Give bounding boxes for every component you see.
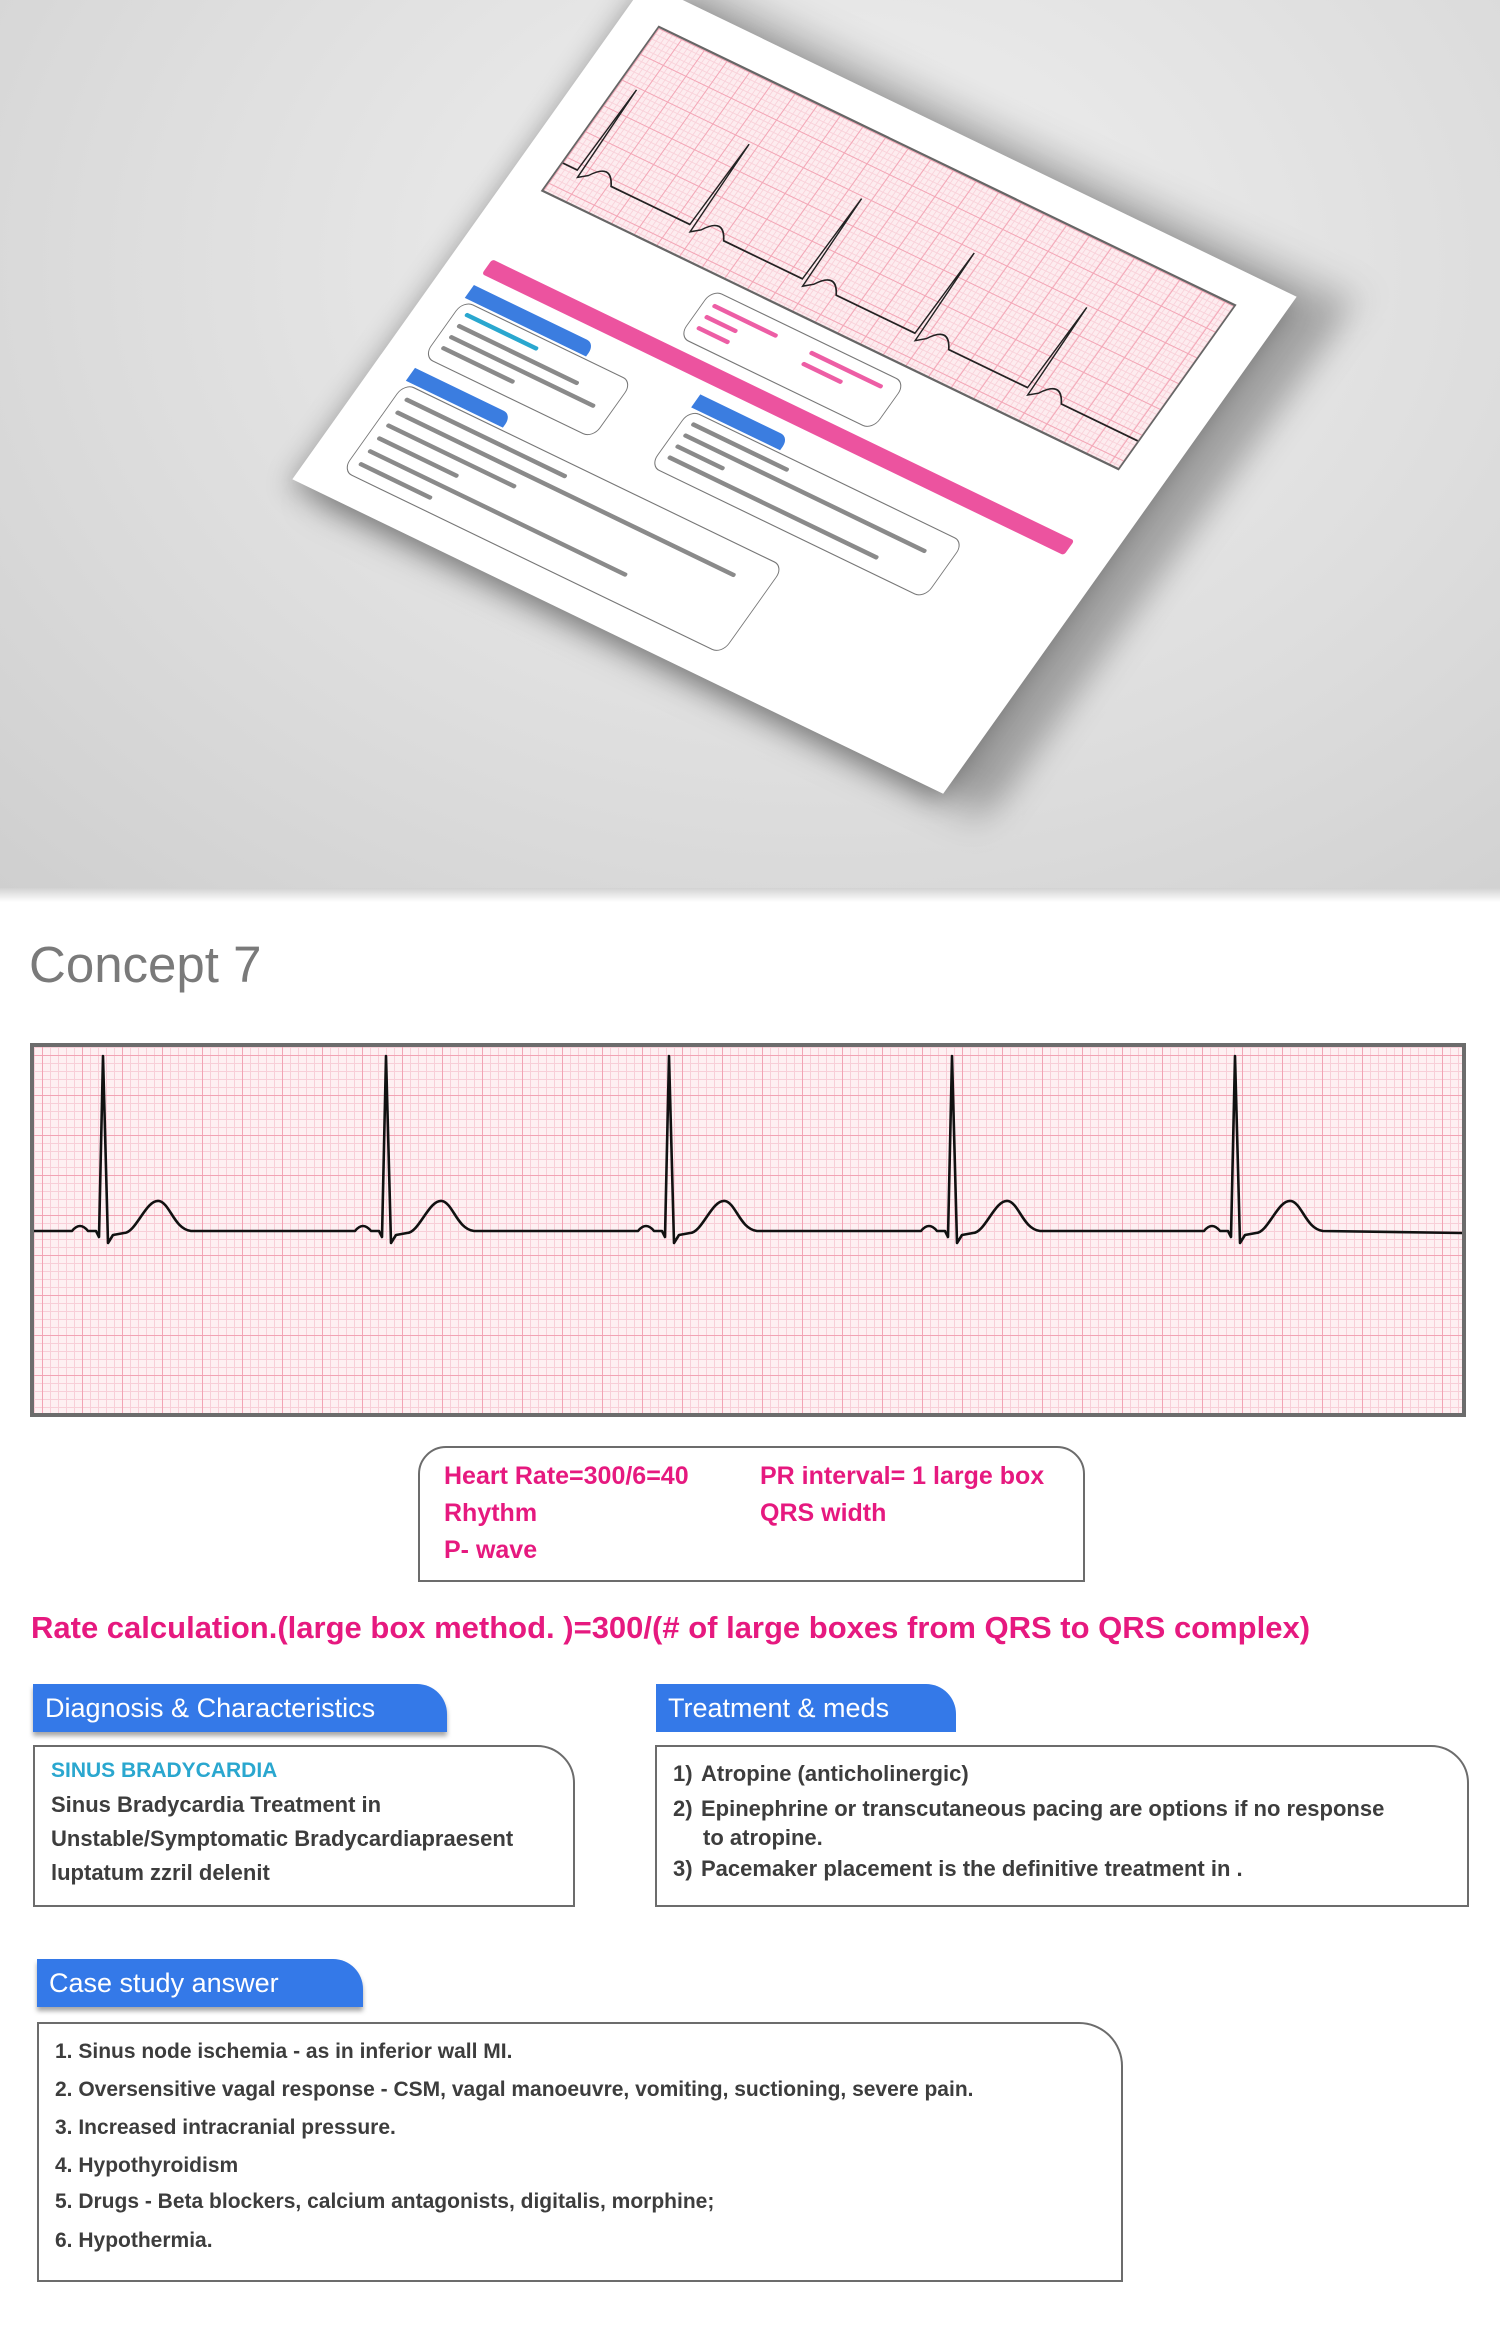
ecg-trace-svg [34,1047,1462,1413]
diagnosis-box [33,1745,575,1907]
case-study-item: 2. Oversensitive vagal response - CSM, vagal manoeuvre, vomiting, suctioning, severe pain. [55,2078,974,2101]
treatment-item-text: Atropine (anticholinergic) [701,1761,969,1786]
treatment-item [673,1796,1384,1822]
diagnosis-line: Unstable/Symptomatic Bradycardiapraesent [51,1826,514,1851]
mockup-preview [0,0,1500,890]
treatment-item-number: 2) [673,1796,693,1821]
rhythm-label: Rhythm [444,1499,538,1527]
heart-rate-label: Heart Rate=300/6=40 [444,1462,689,1490]
diagnosis-line: Sinus Bradycardia Treatment in [51,1792,382,1817]
case-study-item: 4. Hypothyroidism [55,2154,239,2177]
treatment-item [673,1856,1243,1882]
ecg-strip [30,1043,1466,1417]
treatment-tab: Treatment & meds [656,1684,956,1732]
paper-sheet-preview [292,0,1296,794]
ecg-info-box [418,1446,1085,1582]
treatment-item-continuation: to atropine. [703,1825,823,1850]
rate-calculation-formula: Rate calculation.(large box method. )=300/(# of large boxes from QRS to QRS complex) [31,1610,1311,1645]
diagnosis-line: luptatum zzril delenit [51,1860,270,1885]
treatment-item-number: 3) [673,1856,693,1881]
pr-interval-label: PR interval= 1 large box [760,1462,1045,1490]
p-wave-label: P- wave [444,1536,538,1564]
diagnosis-subtitle: SINUS BRADYCARDIA [51,1759,278,1782]
page-title: Concept 7 [29,936,262,993]
treatment-item-text: Pacemaker placement is the definitive treatment in . [701,1856,1243,1881]
case-study-item: 5. Drugs - Beta blockers, calcium antagonists, digitalis, morphine; [55,2190,715,2213]
treatment-item [673,1761,969,1787]
case-study-item: 6. Hypothermia. [55,2229,213,2252]
case-study-item: 1. Sinus node ischemia - as in inferior wall MI. [55,2040,513,2063]
case-study-item: 3. Increased intracranial pressure. [55,2116,396,2139]
treatment-item-text: Epinephrine or transcutaneous pacing are options if no response [701,1796,1385,1821]
case-study-tab: Case study answer [37,1959,363,2007]
mockup-divider [0,888,1500,902]
treatment-item-number: 1) [673,1761,693,1786]
qrs-width-label: QRS width [760,1499,887,1527]
treatment-box [655,1745,1469,1907]
ecg-trace [34,1056,1462,1243]
diagnosis-tab: Diagnosis & Characteristics [33,1684,447,1732]
case-study-box [37,2022,1123,2282]
